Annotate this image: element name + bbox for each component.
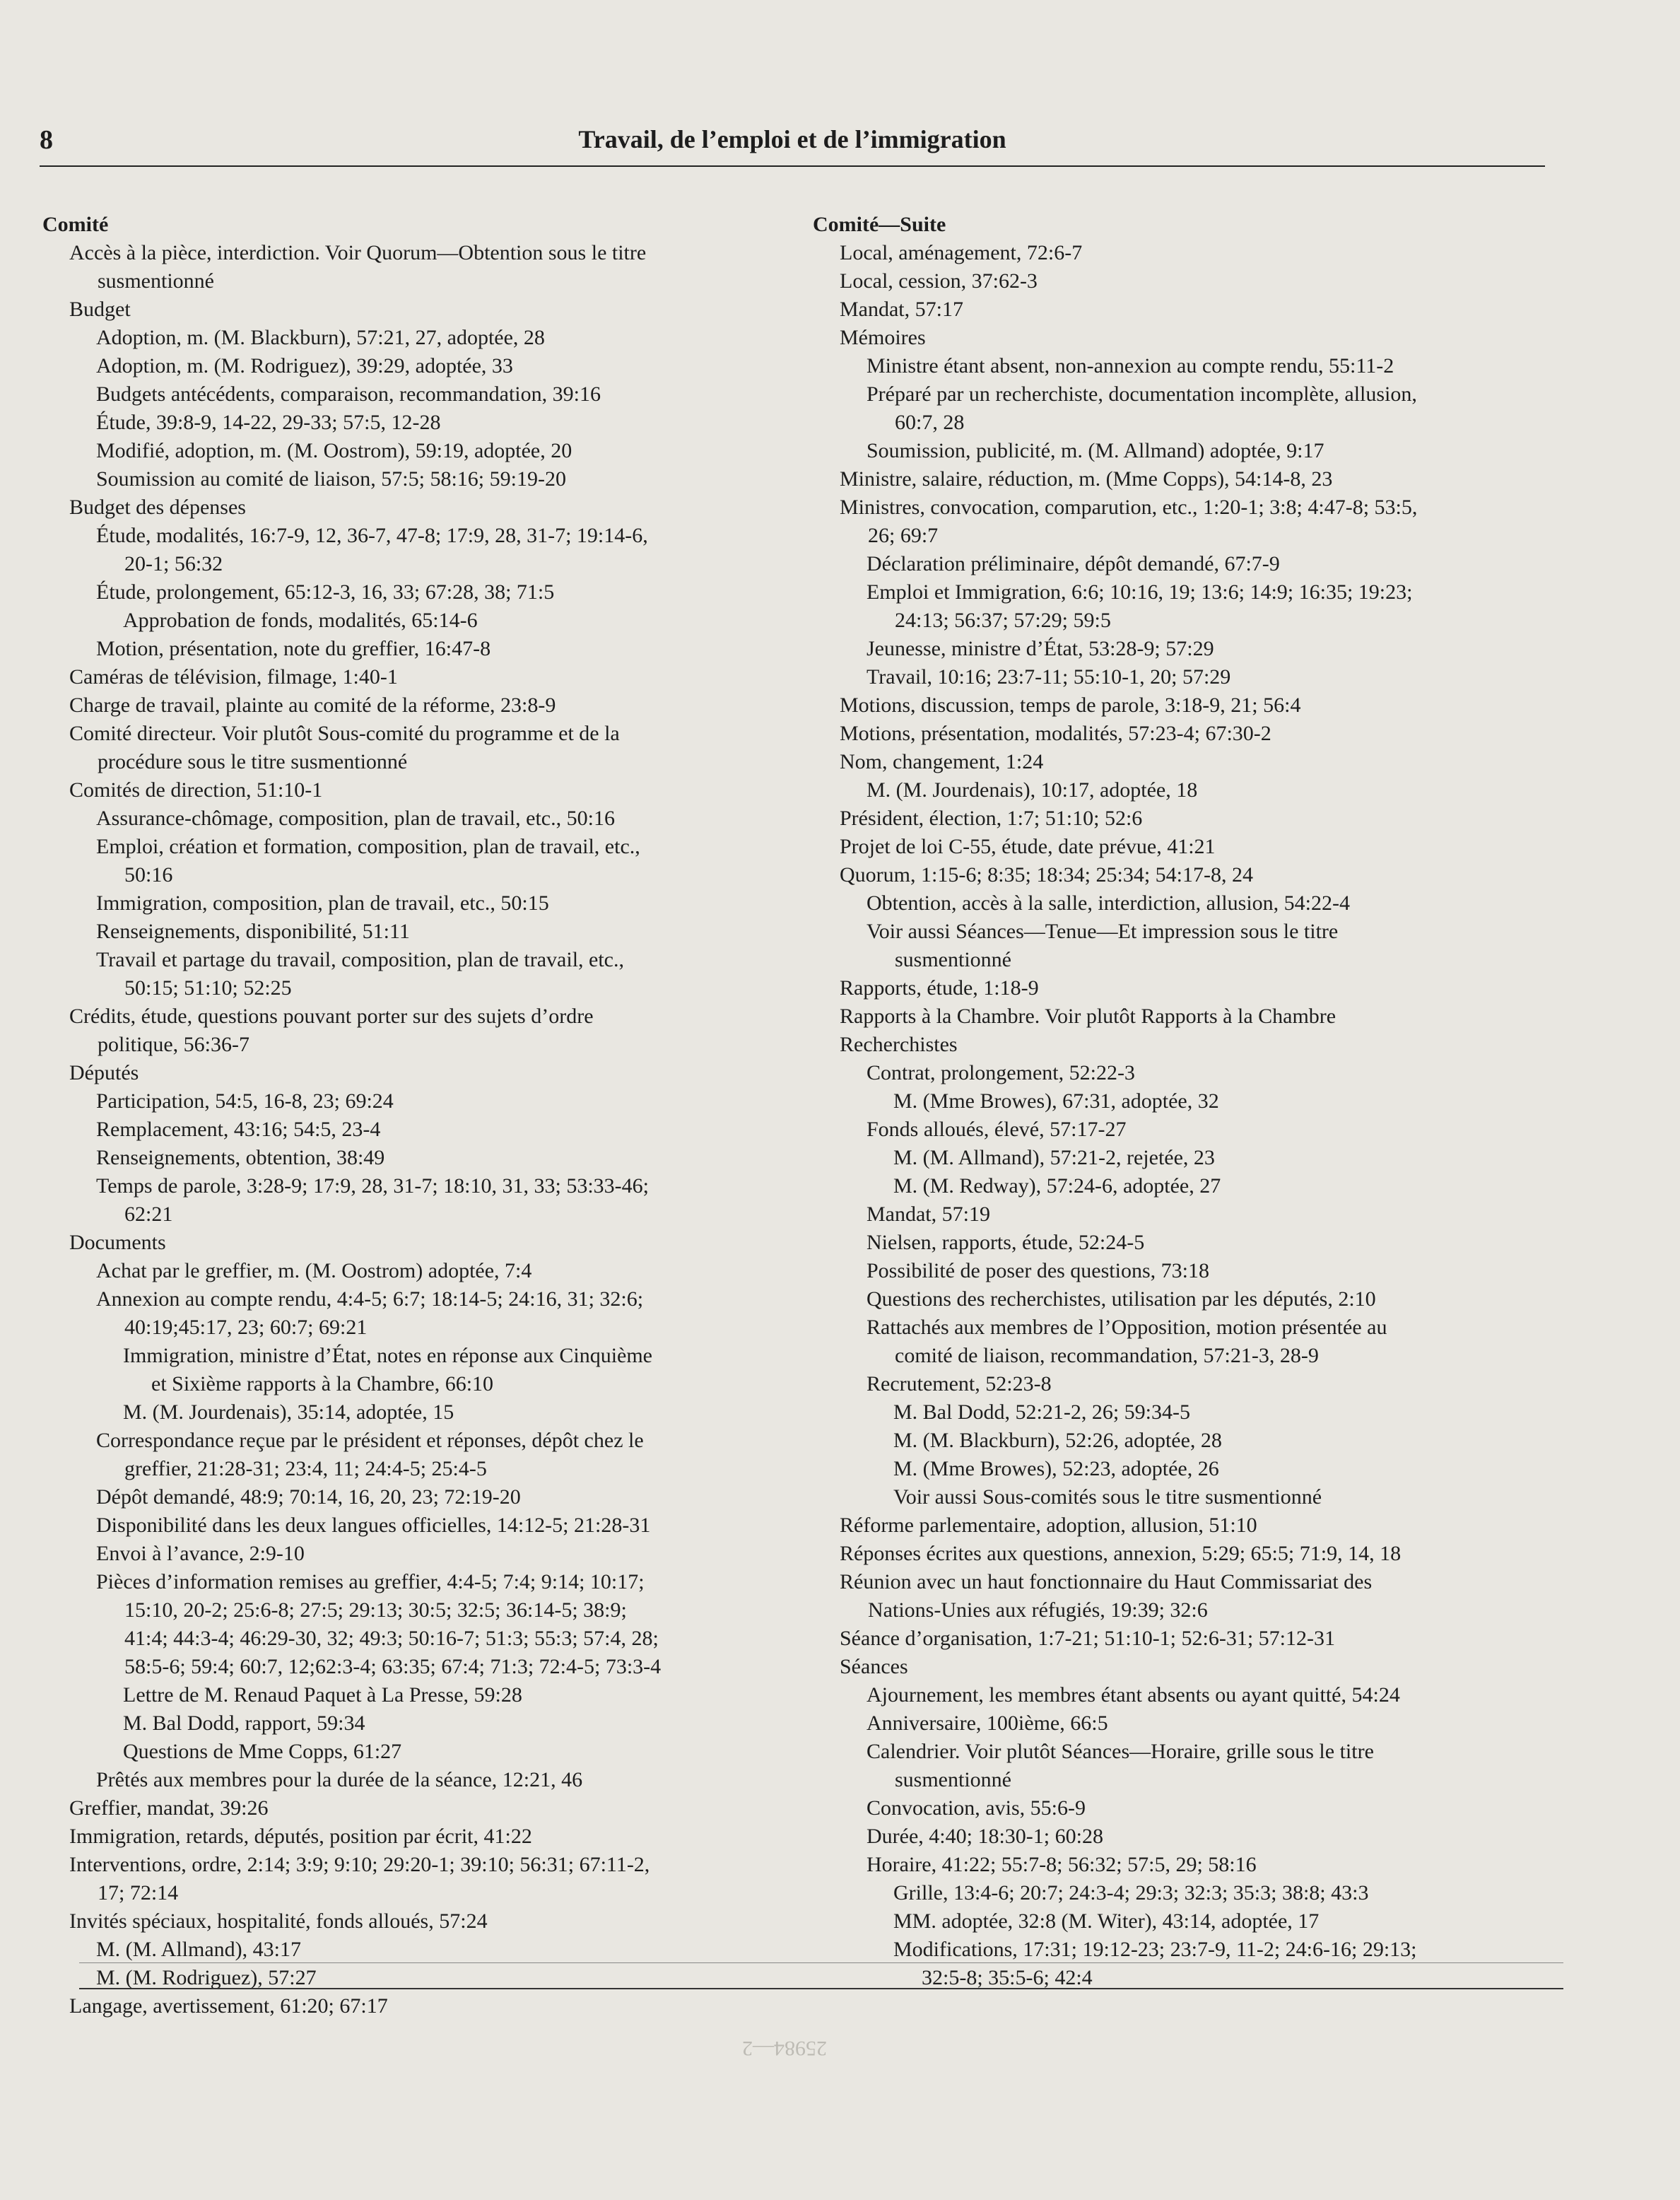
entry-line: Documents — [69, 1231, 166, 1254]
index-entry — [813, 1229, 1555, 1257]
index-entry — [42, 1087, 813, 1116]
entry-line: Réforme parlementaire, adoption, allusion, 51:10 — [840, 1514, 1257, 1537]
index-entry — [813, 635, 1555, 663]
index-entry — [813, 1822, 1555, 1851]
entry-continuation-line: procédure sous le titre susmentionné — [98, 750, 408, 773]
entry-continuation-line: greffier, 21:28-31; 23:4, 11; 24:4-5; 25:4-5 — [124, 1457, 487, 1480]
entry-line: Convocation, avis, 55:6-9 — [867, 1796, 1086, 1820]
entry-line: Interventions, ordre, 2:14; 3:9; 9:10; 29:20-1; 39:10; 56:31; 67:11-2, — [69, 1853, 650, 1876]
index-entry — [42, 663, 813, 691]
entry-line: Immigration, retards, députés, position par écrit, 41:22 — [69, 1825, 532, 1848]
entry-line: Local, aménagement, 72:6-7 — [840, 241, 1083, 264]
index-entry — [42, 1285, 813, 1342]
entry-continuation-line: 17; 72:14 — [98, 1881, 179, 1904]
index-entry — [813, 1002, 1555, 1031]
entry-line: Soumission au comité de liaison, 57:5; 58:16; 59:19-20 — [96, 467, 566, 491]
index-entry — [813, 833, 1555, 861]
index-entry — [42, 1766, 813, 1794]
entry-line: Mandat, 57:19 — [867, 1203, 990, 1226]
index-entry — [42, 1936, 813, 1964]
entry-line: Jeunesse, ministre d’État, 53:28-9; 57:29 — [867, 637, 1214, 660]
entry-line: Président, élection, 1:7; 51:10; 52:6 — [840, 807, 1143, 830]
entry-line: Étude, prolongement, 65:12-3, 16, 33; 67:28, 38; 71:5 — [96, 580, 555, 604]
entry-line: Recherchistes — [840, 1033, 958, 1056]
index-entry — [42, 1427, 813, 1483]
bottom-rule — [79, 1988, 1563, 1989]
entry-line: Fonds alloués, élevé, 57:17-27 — [867, 1118, 1127, 1141]
entry-line: Horaire, 41:22; 55:7-8; 56:32; 57:5, 29; 58:16 — [867, 1853, 1257, 1876]
index-entry — [813, 1568, 1555, 1625]
entry-line: Emploi, création et formation, composition, plan de travail, etc., — [96, 835, 640, 858]
index-entry — [42, 1059, 813, 1087]
index-entry — [813, 578, 1555, 635]
index-entry — [813, 380, 1555, 437]
entry-line: Achat par le greffier, m. (M. Oostrom) adoptée, 7:4 — [96, 1259, 532, 1282]
index-entry — [42, 889, 813, 918]
entry-line: Projet de loi C-55, étude, date prévue, 41:21 — [840, 835, 1216, 858]
index-entry — [42, 380, 813, 409]
entry-line: Budgets antécédents, comparaison, recommandation, 39:16 — [96, 382, 601, 406]
entry-continuation-line: 15:10, 20-2; 25:6-8; 27:5; 29:13; 30:5; 32:5; 36:14-5; 38:9; — [124, 1598, 627, 1622]
index-entry — [42, 1794, 813, 1822]
page-number: 8 — [40, 125, 53, 155]
entry-continuation-line: 41:4; 44:3-4; 46:29-30, 32; 49:3; 50:16-7; 51:3; 55:3; 57:4, 28; — [124, 1627, 659, 1650]
index-entry — [813, 1738, 1555, 1794]
entry-line: Nom, changement, 1:24 — [840, 750, 1044, 773]
entry-continuation-line: 50:16 — [124, 863, 173, 887]
entry-line: M. (Mme Browes), 67:31, adoptée, 32 — [893, 1089, 1219, 1113]
index-entry — [42, 1738, 813, 1766]
entry-line: Caméras de télévision, filmage, 1:40-1 — [69, 665, 398, 689]
entry-line: Dépôt demandé, 48:9; 70:14, 16, 20, 23; 72:19-20 — [96, 1485, 521, 1509]
index-entry — [42, 1172, 813, 1229]
entry-line: Quorum, 1:15-6; 8:35; 18:34; 25:34; 54:17-8, 24 — [840, 863, 1253, 887]
entry-continuation-line: 32:5-8; 35:5-6; 42:4 — [922, 1966, 1093, 1989]
entry-line: Soumission, publicité, m. (M. Allmand) adoptée, 9:17 — [867, 439, 1324, 462]
entry-line: Renseignements, disponibilité, 51:11 — [96, 920, 410, 943]
entry-line: M. (M. Blackburn), 52:26, adoptée, 28 — [893, 1429, 1222, 1452]
index-entry — [813, 1172, 1555, 1200]
entry-line: Ministre, salaire, réduction, m. (Mme Copps), 54:14-8, 23 — [840, 467, 1333, 491]
entry-line: Durée, 4:40; 18:30-1; 60:28 — [867, 1825, 1103, 1848]
index-entry — [42, 1116, 813, 1144]
entry-line: Renseignements, obtention, 38:49 — [96, 1146, 385, 1169]
index-entry — [42, 833, 813, 889]
entry-line: Motions, présentation, modalités, 57:23-4; 67:30-2 — [840, 722, 1271, 745]
index-entry — [813, 1031, 1555, 1059]
entry-line: Mémoires — [840, 326, 926, 349]
index-entry — [813, 1257, 1555, 1285]
index-entry — [813, 748, 1555, 776]
index-entry — [42, 1992, 813, 2020]
entry-line: Crédits, étude, questions pouvant porter sur des sujets d’ordre — [69, 1005, 594, 1028]
index-entry — [813, 804, 1555, 833]
index-entry — [42, 578, 813, 607]
index-entry — [42, 1851, 813, 1907]
entry-continuation-line: 50:15; 51:10; 52:25 — [124, 976, 292, 1000]
entry-line: Modifié, adoption, m. (M. Oostrom), 59:19, adoptée, 20 — [96, 439, 572, 462]
index-entry — [813, 1511, 1555, 1540]
entry-line: Temps de parole, 3:28-9; 17:9, 28, 31-7; 18:10, 31, 33; 53:33-46; — [96, 1174, 649, 1198]
index-entry — [813, 1483, 1555, 1511]
index-entry — [813, 1285, 1555, 1313]
entry-line: Calendrier. Voir plutôt Séances—Horaire, grille sous le titre — [867, 1740, 1374, 1763]
entry-line: Étude, modalités, 16:7-9, 12, 36-7, 47-8; 17:9, 28, 31-7; 19:14-6, — [96, 524, 648, 547]
index-entry — [813, 1879, 1555, 1907]
index-entry — [813, 1851, 1555, 1879]
index-entry — [42, 1398, 813, 1427]
entry-line: M. (M. Allmand), 57:21-2, rejetée, 23 — [893, 1146, 1215, 1169]
entry-line: Déclaration préliminaire, dépôt demandé, 67:7-9 — [867, 552, 1280, 575]
index-entry — [42, 296, 813, 324]
entry-line: Ajournement, les membres étant absents ou ayant quitté, 54:24 — [867, 1683, 1400, 1707]
index-entry — [42, 691, 813, 720]
index-entry — [813, 1059, 1555, 1087]
index-entry — [42, 720, 813, 776]
index-entry — [813, 918, 1555, 974]
entry-line: Mandat, 57:17 — [840, 298, 963, 321]
index-entry — [42, 1511, 813, 1540]
index-entry — [42, 1483, 813, 1511]
index-column-left — [42, 211, 813, 2020]
entry-line: Adoption, m. (M. Rodriguez), 39:29, adoptée, 33 — [96, 354, 513, 378]
entry-line: Adoption, m. (M. Blackburn), 57:21, 27, adoptée, 28 — [96, 326, 545, 349]
entry-line: Charge de travail, plainte au comité de la réforme, 23:8-9 — [69, 694, 556, 717]
entry-line: Réunion avec un haut fonctionnaire du Haut Commissariat des — [840, 1570, 1373, 1593]
entry-line: Lettre de M. Renaud Paquet à La Presse, 59:28 — [123, 1683, 522, 1707]
index-entry — [42, 918, 813, 946]
index-entry — [42, 1568, 813, 1681]
entry-line: Ministre étant absent, non-annexion au compte rendu, 55:11-2 — [867, 354, 1394, 378]
entry-continuation-line: comité de liaison, recommandation, 57:21-3, 28-9 — [895, 1344, 1319, 1367]
entry-continuation-line: et Sixième rapports à la Chambre, 66:10 — [151, 1372, 494, 1396]
index-entry — [813, 1116, 1555, 1144]
index-column-right — [813, 211, 1555, 1992]
entry-line: Local, cession, 37:62-3 — [840, 269, 1038, 293]
index-entry — [42, 1229, 813, 1257]
entry-line: Motion, présentation, note du greffier, 16:47-8 — [96, 637, 491, 660]
index-entry — [813, 974, 1555, 1002]
index-entry — [813, 1398, 1555, 1427]
entry-line: Assurance-chômage, composition, plan de travail, etc., 50:16 — [96, 807, 615, 830]
index-entry — [813, 1794, 1555, 1822]
entry-line: Immigration, ministre d’État, notes en réponse aux Cinquième — [123, 1344, 652, 1367]
entry-line: Travail, 10:16; 23:7-11; 55:10-1, 20; 57:29 — [867, 665, 1231, 689]
index-entry — [42, 239, 813, 296]
index-entry — [42, 946, 813, 1002]
index-entry — [42, 1257, 813, 1285]
entry-line: Approbation de fonds, modalités, 65:14-6 — [123, 609, 478, 632]
entry-line: Séances — [840, 1655, 908, 1678]
bottom-rule-thin — [79, 1962, 1563, 1963]
page-header — [40, 119, 1545, 167]
entry-continuation-line: politique, 56:36-7 — [98, 1033, 249, 1056]
entry-continuation-line: susmentionné — [98, 269, 214, 293]
index-entry — [42, 1681, 813, 1709]
index-entry — [813, 493, 1555, 550]
entry-continuation-line: susmentionné — [895, 1768, 1011, 1791]
entry-line: Rapports, étude, 1:18-9 — [840, 976, 1039, 1000]
index-entry — [42, 804, 813, 833]
entry-line: Greffier, mandat, 39:26 — [69, 1796, 269, 1820]
index-entry — [42, 607, 813, 635]
entry-line: Voir aussi Sous-comités sous le titre susmentionné — [893, 1485, 1322, 1509]
index-entry — [813, 1681, 1555, 1709]
index-entry — [42, 1342, 813, 1398]
index-entry — [813, 1709, 1555, 1738]
index-entry — [42, 324, 813, 352]
entry-line: Séance d’organisation, 1:7-21; 51:10-1; 52:6-31; 57:12-31 — [840, 1627, 1336, 1650]
index-entry — [813, 889, 1555, 918]
entry-line: Motions, discussion, temps de parole, 3:18-9, 21; 56:4 — [840, 694, 1301, 717]
index-entry — [813, 1936, 1555, 1992]
index-entry — [813, 663, 1555, 691]
entry-line: Comité—Suite — [813, 213, 946, 236]
entry-line: Préparé par un recherchiste, documentation incomplète, allusion, — [867, 382, 1417, 406]
entry-line: Possibilité de poser des questions, 73:18 — [867, 1259, 1209, 1282]
index-entry — [42, 635, 813, 663]
entry-continuation-line: susmentionné — [895, 948, 1011, 971]
index-entry — [42, 1907, 813, 1936]
index-entry — [813, 465, 1555, 493]
index-entry — [42, 1822, 813, 1851]
index-entry — [42, 1709, 813, 1738]
entry-line: M. (M. Redway), 57:24-6, adoptée, 27 — [893, 1174, 1221, 1198]
entry-line: Accès à la pièce, interdiction. Voir Quorum—Obtention sous le titre — [69, 241, 647, 264]
index-entry — [813, 776, 1555, 804]
entry-continuation-line: 62:21 — [124, 1203, 173, 1226]
index-entry — [813, 437, 1555, 465]
entry-line: Recrutement, 52:23-8 — [867, 1372, 1052, 1396]
index-entry — [813, 1200, 1555, 1229]
entry-line: Pièces d’information remises au greffier, 4:4-5; 7:4; 9:14; 10:17; — [96, 1570, 645, 1593]
entry-line: Prêtés aux membres pour la durée de la séance, 12:21, 46 — [96, 1768, 583, 1791]
entry-line: Voir aussi Séances—Tenue—Et impression sous le titre — [867, 920, 1339, 943]
running-title: Travail, de l’emploi et de l’immigration — [578, 125, 1006, 153]
entry-line: Invités spéciaux, hospitalité, fonds alloués, 57:24 — [69, 1909, 488, 1933]
entry-continuation-line: 58:5-6; 59:4; 60:7, 12;62:3-4; 63:35; 67:4; 71:3; 72:4-5; 73:3-4 — [124, 1655, 662, 1678]
index-entry — [42, 409, 813, 437]
entry-line: Rattachés aux membres de l’Opposition, motion présentée au — [867, 1316, 1387, 1339]
entry-line: Remplacement, 43:16; 54:5, 23-4 — [96, 1118, 381, 1141]
entry-line: Réponses écrites aux questions, annexion, 5:29; 65:5; 71:9, 14, 18 — [840, 1542, 1402, 1565]
entry-line: M. (M. Jourdenais), 35:14, adoptée, 15 — [123, 1400, 454, 1424]
entry-line: Budget — [69, 298, 131, 321]
entry-continuation-line: 26; 69:7 — [868, 524, 939, 547]
index-entry — [42, 465, 813, 493]
index-entry — [42, 352, 813, 380]
index-entry — [42, 437, 813, 465]
index-entry — [813, 239, 1555, 267]
entry-continuation-line: 20-1; 56:32 — [124, 552, 223, 575]
index-entry — [813, 861, 1555, 889]
entry-line: Emploi et Immigration, 6:6; 10:16, 19; 13:6; 14:9; 16:35; 19:23; — [867, 580, 1413, 604]
index-entry — [813, 720, 1555, 748]
entry-line: Rapports à la Chambre. Voir plutôt Rapports à la Chambre — [840, 1005, 1337, 1028]
index-entry — [813, 1625, 1555, 1653]
index-entry — [813, 550, 1555, 578]
entry-line: Travail et partage du travail, composition, plan de travail, etc., — [96, 948, 624, 971]
index-entry — [42, 776, 813, 804]
entry-line: Participation, 54:5, 16-8, 23; 69:24 — [96, 1089, 394, 1113]
index-entry — [813, 1427, 1555, 1455]
index-entry — [42, 493, 813, 522]
index-entry — [42, 1002, 813, 1059]
entry-line: M. (Mme Browes), 52:23, adoptée, 26 — [893, 1457, 1219, 1480]
entry-line: Députés — [69, 1061, 139, 1084]
entry-line: Envoi à l’avance, 2:9-10 — [96, 1542, 305, 1565]
entry-line: M. (M. Jourdenais), 10:17, adoptée, 18 — [867, 778, 1198, 802]
index-entry — [813, 691, 1555, 720]
index-entry — [813, 1540, 1555, 1568]
index-entry — [813, 1653, 1555, 1681]
index-entry — [42, 1144, 813, 1172]
index-entry — [42, 522, 813, 578]
index-entry — [813, 1370, 1555, 1398]
entry-line: Obtention, accès à la salle, interdiction, allusion, 54:22-4 — [867, 891, 1350, 915]
entry-continuation-line: Nations-Unies aux réfugiés, 19:39; 32:6 — [868, 1598, 1208, 1622]
entry-line: Comité directeur. Voir plutôt Sous-comité du programme et de la — [69, 722, 620, 745]
index-entry — [813, 1087, 1555, 1116]
entry-line: MM. adoptée, 32:8 (M. Witer), 43:14, adoptée, 17 — [893, 1909, 1320, 1933]
index-entry — [42, 1540, 813, 1568]
entry-continuation-line: 40:19;45:17, 23; 60:7; 69:21 — [124, 1316, 368, 1339]
footer-code: 25984—2 — [742, 2037, 827, 2060]
entry-line: Questions de Mme Copps, 61:27 — [123, 1740, 402, 1763]
entry-line: M. (M. Rodriguez), 57:27 — [96, 1966, 317, 1989]
entry-line: Questions des recherchistes, utilisation par les députés, 2:10 — [867, 1287, 1376, 1311]
entry-line: Comités de direction, 51:10-1 — [69, 778, 323, 802]
index-heading — [42, 211, 813, 239]
index-entry — [813, 296, 1555, 324]
index-entry — [813, 1313, 1555, 1370]
entry-continuation-line: 24:13; 56:37; 57:29; 59:5 — [895, 609, 1111, 632]
entry-line: M. Bal Dodd, rapport, 59:34 — [123, 1712, 365, 1735]
entry-continuation-line: 60:7, 28 — [895, 411, 965, 434]
entry-line: Nielsen, rapports, étude, 52:24-5 — [867, 1231, 1145, 1254]
entry-line: M. (M. Allmand), 43:17 — [96, 1938, 301, 1961]
entry-line: Langage, avertissement, 61:20; 67:17 — [69, 1994, 388, 2018]
index-heading — [813, 211, 1555, 239]
entry-line: Annexion au compte rendu, 4:4-5; 6:7; 18:14-5; 24:16, 31; 32:6; — [96, 1287, 644, 1311]
entry-line: Comité — [42, 213, 109, 236]
index-entry — [813, 324, 1555, 352]
entry-line: Correspondance reçue par le président et réponses, dépôt chez le — [96, 1429, 644, 1452]
entry-line: Budget des dépenses — [69, 496, 246, 519]
index-entry — [813, 1144, 1555, 1172]
entry-line: Immigration, composition, plan de travail, etc., 50:15 — [96, 891, 549, 915]
entry-line: Grille, 13:4-6; 20:7; 24:3-4; 29:3; 32:3; 35:3; 38:8; 43:3 — [893, 1881, 1369, 1904]
entry-line: Modifications, 17:31; 19:12-23; 23:7-9, 11-2; 24:6-16; 29:13; — [893, 1938, 1417, 1961]
entry-line: Étude, 39:8-9, 14-22, 29-33; 57:5, 12-28 — [96, 411, 441, 434]
entry-line: Disponibilité dans les deux langues officielles, 14:12-5; 21:28-31 — [96, 1514, 651, 1537]
entry-line: M. Bal Dodd, 52:21-2, 26; 59:34-5 — [893, 1400, 1190, 1424]
index-entry — [813, 1455, 1555, 1483]
index-entry — [813, 267, 1555, 296]
index-entry — [813, 352, 1555, 380]
index-entry — [813, 1907, 1555, 1936]
entry-line: Anniversaire, 100ième, 66:5 — [867, 1712, 1108, 1735]
entry-line: Ministres, convocation, comparution, etc., 1:20-1; 3:8; 4:47-8; 53:5, — [840, 496, 1418, 519]
entry-line: Contrat, prolongement, 52:22-3 — [867, 1061, 1135, 1084]
